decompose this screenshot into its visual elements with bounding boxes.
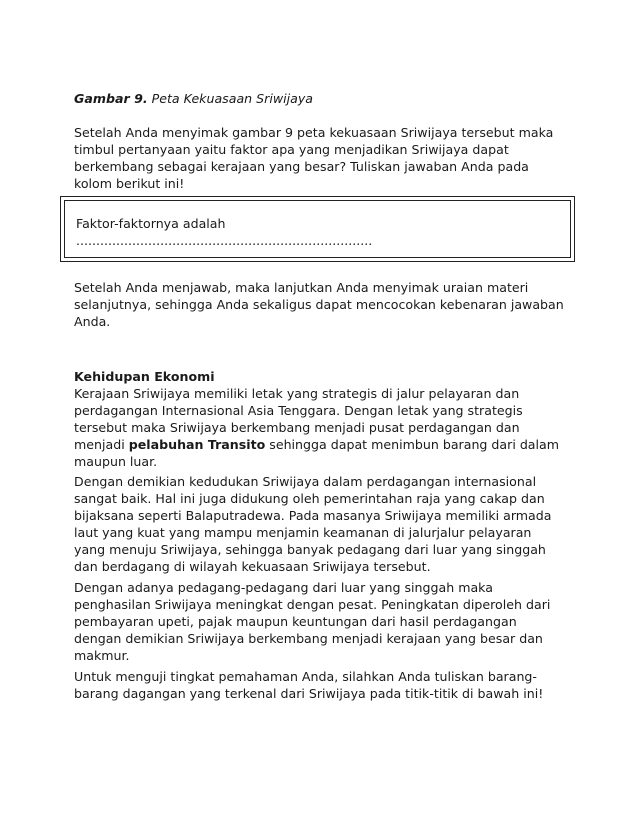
p3-line-1: Dengan adanya pedagang-pedagang dari luar yang singgah maka — [74, 580, 493, 595]
question-line-4: kolom berikut ini! — [74, 176, 185, 191]
answer-box — [60, 196, 575, 262]
paragraph-4 — [74, 668, 574, 702]
p1-line-5: maupun luar. — [74, 454, 158, 469]
question-line-3: berkembang sebagai kerajaan yang besar? Tuliskan jawaban Anda pada — [74, 159, 529, 174]
continue-line-2: selanjutnya, sehingga Anda sekaligus dapat mencocokan kebenaran jawaban — [74, 297, 564, 312]
p1-bold-term: pelabuhan Transito — [128, 437, 266, 452]
p2-line-3: bijaksana seperti Balaputradewa. Pada masanya Sriwijaya memiliki armada — [74, 508, 552, 523]
question-paragraph — [74, 124, 574, 192]
figure-caption-label: Gambar 9. — [74, 91, 148, 106]
paragraph-3 — [74, 579, 574, 664]
p1-line-1: Kerajaan Sriwijaya memiliki letak yang strategis di jalur pelayaran dan — [74, 386, 520, 401]
figure-caption — [74, 90, 574, 107]
p3-line-4: dengan demikian Sriwijaya berkembang menjadi kerajaan yang besar dan — [74, 631, 543, 646]
figure-caption-text: Peta Kekuasaan Sriwijaya — [147, 91, 314, 106]
p2-line-5: yang menuju Sriwijaya, sehingga banyak pedagang dari luar yang singgah — [74, 542, 546, 557]
p1-line-4-post: sehingga dapat menimbun barang dari dalam — [265, 437, 560, 452]
continue-line-1: Setelah Anda menjawab, maka lanjutkan Anda menyimak uraian materi — [74, 280, 529, 295]
p2-line-6: dan berdagang di wilayah kekuasaan Sriwijaya tersebut. — [74, 559, 431, 574]
question-line-2: timbul pertanyaan yaitu faktor apa yang menjadikan Sriwijaya dapat — [74, 142, 509, 157]
question-line-1: Setelah Anda menyimak gambar 9 peta kekuasaan Sriwijaya tersebut maka — [74, 125, 554, 140]
p4-line-1: Untuk menguji tingkat pemahaman Anda, silahkan Anda tuliskan barang- — [74, 669, 537, 684]
p1-line-4 — [74, 436, 574, 453]
p3-line-2: penghasilan Sriwijaya meningkat dengan pesat. Peningkatan diperoleh dari — [74, 597, 551, 612]
p1-line-3: tersebut maka Sriwijaya berkembang menjadi pusat perdagangan dan — [74, 420, 520, 435]
paragraph-2 — [74, 473, 574, 575]
p3-line-3: pembayaran upeti, pajak maupun keuntungan dari hasil perdagangan — [74, 614, 517, 629]
p4-line-2: barang dagangan yang terkenal dari Sriwijaya pada titik-titik di bawah ini! — [74, 686, 544, 701]
p2-line-1: Dengan demikian kedudukan Sriwijaya dalam perdagangan internasional — [74, 474, 537, 489]
p2-line-4: laut yang kuat yang mampu menjamin keamanan di jalurjalur pelayaran — [74, 525, 532, 540]
answer-box-label: Faktor-faktornya adalah — [76, 216, 226, 231]
p1-line-4-pre: menjadi — [74, 437, 129, 452]
section-heading: Kehidupan Ekonomi — [74, 369, 215, 384]
answer-box-content — [76, 215, 556, 249]
p3-line-5: makmur. — [74, 648, 130, 663]
p2-line-2: sangat baik. Hal ini juga didukung oleh pemerintahan raja yang cakap dan — [74, 491, 545, 506]
answer-box-inner-border — [64, 200, 571, 258]
economy-section — [74, 368, 574, 470]
continue-line-3: Anda. — [74, 314, 111, 329]
answer-dotted-line: .......................................................................... — [76, 233, 373, 248]
continue-paragraph — [74, 279, 574, 330]
p1-line-2: perdagangan Internasional Asia Tenggara. Dengan letak yang strategis — [74, 403, 523, 418]
